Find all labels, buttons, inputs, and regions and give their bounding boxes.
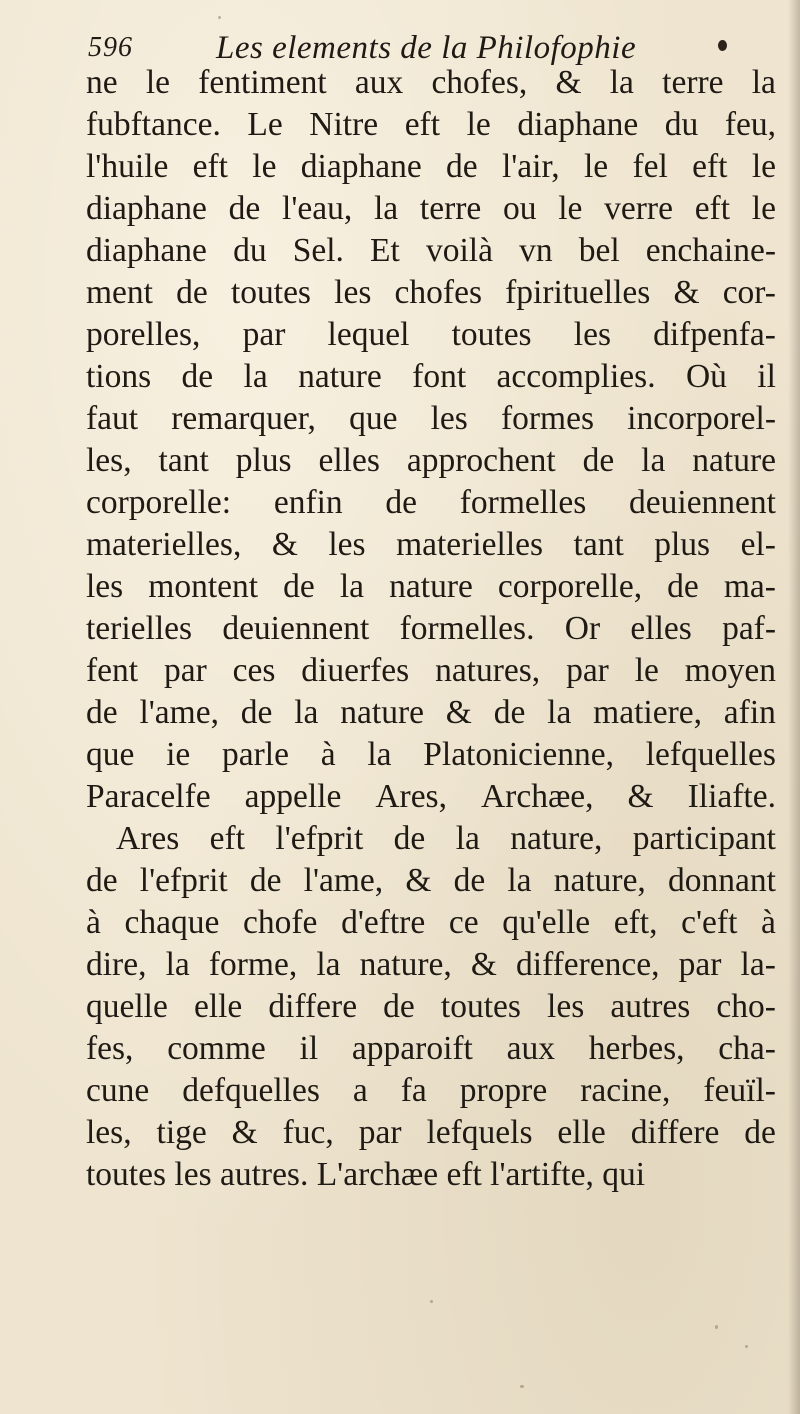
word: lefquels bbox=[426, 1114, 533, 1151]
paper-speck bbox=[745, 1345, 748, 1348]
word: le bbox=[558, 190, 583, 227]
word: le bbox=[751, 148, 776, 185]
word: eft bbox=[209, 820, 245, 857]
word: l'efprit bbox=[139, 862, 228, 899]
word: la- bbox=[740, 946, 776, 983]
word: du bbox=[233, 232, 267, 269]
word: verre bbox=[604, 190, 673, 227]
word: apparoift bbox=[351, 1030, 473, 1067]
word: racine, bbox=[580, 1072, 671, 1109]
word: remarquer, bbox=[171, 400, 316, 437]
text-line bbox=[86, 230, 776, 272]
text-line bbox=[86, 482, 776, 524]
text-line bbox=[86, 650, 776, 692]
word: fentiment bbox=[198, 64, 327, 101]
word: afin bbox=[723, 694, 776, 731]
word: cor- bbox=[722, 274, 776, 311]
word: le bbox=[751, 190, 776, 227]
text-line bbox=[86, 356, 776, 398]
word: formelles. bbox=[399, 610, 535, 647]
word: Archæe, bbox=[480, 778, 594, 815]
text-line bbox=[86, 902, 776, 944]
page-number: 596 bbox=[88, 32, 133, 63]
word: par bbox=[566, 652, 609, 689]
word: les bbox=[86, 568, 124, 605]
word: les bbox=[334, 274, 372, 311]
word: plus bbox=[654, 526, 711, 563]
word: corporelle: bbox=[86, 484, 232, 521]
word: & bbox=[673, 274, 700, 311]
word: terre bbox=[419, 190, 482, 227]
word: ces bbox=[232, 652, 276, 689]
word: les bbox=[328, 526, 366, 563]
word: vn bbox=[519, 232, 553, 269]
word: aux bbox=[354, 64, 404, 101]
word: le bbox=[145, 64, 171, 101]
word: de bbox=[493, 694, 526, 731]
word: donnant bbox=[667, 862, 776, 899]
word: la bbox=[339, 568, 365, 605]
word: d'eftre bbox=[341, 904, 426, 941]
word: les bbox=[430, 400, 468, 437]
word: de bbox=[283, 568, 315, 605]
word: chofes bbox=[394, 274, 482, 311]
word: differe bbox=[268, 988, 358, 1025]
paper-speck bbox=[520, 1385, 524, 1388]
word: à bbox=[86, 904, 101, 941]
text-line bbox=[86, 860, 776, 902]
word: qu'elle bbox=[502, 904, 591, 941]
word: la bbox=[243, 358, 268, 395]
word: l'efprit bbox=[275, 820, 364, 857]
word: par bbox=[242, 316, 286, 353]
word: tions bbox=[86, 358, 152, 395]
word: porelles, bbox=[86, 316, 201, 353]
word: formes bbox=[500, 400, 595, 437]
word: la bbox=[367, 736, 392, 773]
paper-speck bbox=[218, 16, 221, 19]
word: la bbox=[294, 694, 319, 731]
word: à bbox=[761, 904, 776, 941]
word: eft bbox=[694, 190, 731, 227]
word: Sel. bbox=[292, 232, 344, 269]
word: l'ame, bbox=[303, 862, 384, 899]
word: de bbox=[228, 190, 261, 227]
word: feu, bbox=[724, 106, 776, 143]
word: diaphane bbox=[300, 148, 422, 185]
word: de bbox=[86, 694, 118, 731]
word: la bbox=[609, 64, 634, 101]
text-line bbox=[86, 608, 776, 650]
word: fubftance. bbox=[86, 106, 221, 143]
word: defquelles bbox=[182, 1072, 320, 1109]
word: il bbox=[757, 358, 776, 395]
word: incorporel- bbox=[627, 400, 776, 437]
word: la bbox=[455, 820, 480, 857]
word: les, bbox=[86, 442, 132, 479]
text-line bbox=[86, 734, 776, 776]
word: diaphane bbox=[517, 106, 639, 143]
word: de bbox=[249, 862, 282, 899]
word: & bbox=[627, 778, 654, 815]
word: enfin bbox=[273, 484, 343, 521]
word: herbes, bbox=[588, 1030, 685, 1067]
word: de bbox=[446, 148, 478, 185]
word: à bbox=[320, 736, 336, 773]
text-line bbox=[86, 62, 776, 104]
word: cho- bbox=[716, 988, 776, 1025]
word: voilà bbox=[425, 232, 493, 269]
word: elle bbox=[557, 1114, 606, 1151]
word: eft, bbox=[613, 904, 658, 941]
text-line bbox=[86, 1070, 776, 1112]
text-line bbox=[86, 440, 776, 482]
word: corporelle, bbox=[497, 568, 643, 605]
word: Iliafte. bbox=[687, 778, 776, 815]
page-edge-shadow bbox=[788, 0, 800, 1414]
text-line bbox=[86, 1028, 776, 1070]
word: Et bbox=[370, 232, 400, 269]
word: autres bbox=[610, 988, 691, 1025]
word: le bbox=[634, 652, 659, 689]
word: de bbox=[744, 1114, 776, 1151]
word: eft bbox=[192, 148, 228, 185]
word: materielles, bbox=[86, 526, 242, 563]
word: le bbox=[466, 106, 491, 143]
word: Or bbox=[564, 610, 601, 647]
word: montent bbox=[148, 568, 259, 605]
word: du bbox=[664, 106, 699, 143]
word: nature bbox=[389, 568, 473, 605]
word: de bbox=[383, 988, 415, 1025]
word: ou bbox=[502, 190, 537, 227]
word: nature, bbox=[510, 820, 603, 857]
word: & bbox=[445, 694, 472, 731]
word: nature bbox=[692, 442, 776, 479]
word: aux bbox=[506, 1030, 555, 1067]
word: & bbox=[271, 526, 298, 563]
word: cune bbox=[86, 1072, 150, 1109]
ink-spot bbox=[718, 40, 727, 51]
word: tant bbox=[573, 526, 624, 563]
word: Où bbox=[685, 358, 727, 395]
text-line bbox=[86, 272, 776, 314]
text-line bbox=[86, 146, 776, 188]
word: eft bbox=[692, 148, 728, 185]
word: Ares bbox=[116, 820, 180, 857]
word: ment bbox=[86, 274, 153, 311]
word: chofes, bbox=[431, 64, 528, 101]
word: terre bbox=[662, 64, 724, 101]
word: diaphane bbox=[86, 232, 207, 269]
word: le bbox=[252, 148, 277, 185]
word: & bbox=[405, 862, 432, 899]
word: les bbox=[573, 316, 611, 353]
word: toutes bbox=[440, 988, 521, 1025]
word: bel bbox=[578, 232, 620, 269]
word: difpenfa- bbox=[653, 316, 776, 353]
text-line bbox=[86, 776, 776, 818]
word: de bbox=[453, 862, 486, 899]
word: appelle bbox=[244, 778, 342, 815]
word: difference, bbox=[516, 946, 660, 983]
word: approchent bbox=[406, 442, 556, 479]
word: la bbox=[547, 694, 572, 731]
word: deuiennent bbox=[629, 484, 776, 521]
word: terielles bbox=[86, 610, 193, 647]
text-line bbox=[86, 398, 776, 440]
word: ne bbox=[86, 64, 118, 101]
word: que bbox=[349, 400, 398, 437]
word: de bbox=[393, 820, 426, 857]
word: par bbox=[678, 946, 722, 983]
word: la bbox=[316, 946, 341, 983]
word: toutes bbox=[230, 274, 311, 311]
word: tige bbox=[156, 1114, 207, 1151]
word: ie bbox=[166, 736, 191, 773]
word: comme bbox=[167, 1030, 266, 1067]
word: chaque bbox=[124, 904, 220, 941]
running-title: Les elements de la Philofophie bbox=[216, 30, 637, 66]
word: le bbox=[584, 148, 609, 185]
paper-speck bbox=[715, 1325, 718, 1329]
word: elle bbox=[193, 988, 243, 1025]
text-line bbox=[86, 314, 776, 356]
word: de bbox=[385, 484, 418, 521]
paper-speck bbox=[430, 1300, 433, 1303]
word: formelles bbox=[459, 484, 587, 521]
word: par bbox=[163, 652, 207, 689]
word: fa bbox=[400, 1072, 427, 1109]
text-line bbox=[86, 944, 776, 986]
word: ma- bbox=[723, 568, 776, 605]
word: propre bbox=[459, 1072, 548, 1109]
word: l'eau, bbox=[282, 190, 353, 227]
word: la bbox=[507, 862, 532, 899]
word: elles bbox=[318, 442, 380, 479]
word: lequel bbox=[327, 316, 410, 353]
word: toutes bbox=[451, 316, 532, 353]
word: differe bbox=[630, 1114, 720, 1151]
text-line bbox=[86, 1112, 776, 1154]
word: dire, bbox=[86, 946, 147, 983]
word: cha- bbox=[718, 1030, 776, 1067]
word: tant bbox=[158, 442, 209, 479]
word: Paracelfe bbox=[86, 778, 211, 815]
word: l'huile bbox=[86, 148, 169, 185]
word: fent bbox=[86, 652, 139, 689]
word: chofe bbox=[243, 904, 318, 941]
word: nature, bbox=[359, 946, 452, 983]
text-line: toutes les autres. L'archæe eft l'artifte, qui bbox=[86, 1156, 646, 1193]
word: faut bbox=[86, 400, 139, 437]
word: deuiennent bbox=[222, 610, 370, 647]
word: fpirituelles bbox=[505, 274, 651, 311]
word: diuerfes bbox=[301, 652, 410, 689]
word: l'air, bbox=[501, 148, 560, 185]
word: natures, bbox=[435, 652, 541, 689]
word: participant bbox=[632, 820, 776, 857]
word: parle bbox=[222, 736, 289, 773]
word: la bbox=[373, 190, 399, 227]
word: diaphane bbox=[86, 190, 207, 227]
word: matiere, bbox=[593, 694, 702, 731]
text-line bbox=[86, 524, 776, 566]
word: plus bbox=[235, 442, 292, 479]
text-line bbox=[86, 818, 776, 860]
word: que bbox=[86, 736, 135, 773]
word: de bbox=[86, 862, 118, 899]
word: Ares, bbox=[375, 778, 447, 815]
word: c'eft bbox=[681, 904, 738, 941]
word: nature bbox=[340, 694, 424, 731]
word: accomplies. bbox=[496, 358, 656, 395]
body-text bbox=[86, 62, 776, 1196]
word: elles bbox=[630, 610, 692, 647]
word: moyen bbox=[684, 652, 776, 689]
word: par bbox=[358, 1114, 402, 1151]
word: a bbox=[352, 1072, 368, 1109]
word: ce bbox=[448, 904, 479, 941]
word: nature, bbox=[553, 862, 646, 899]
word: les, bbox=[86, 1114, 132, 1151]
word: el- bbox=[740, 526, 776, 563]
word: feuïl- bbox=[703, 1072, 776, 1109]
word: de bbox=[667, 568, 699, 605]
word: Nitre bbox=[309, 106, 379, 143]
word: enchaine- bbox=[645, 232, 776, 269]
word: forme, bbox=[208, 946, 298, 983]
word: la bbox=[751, 64, 776, 101]
word: eft bbox=[404, 106, 441, 143]
text-line bbox=[86, 692, 776, 734]
word: de bbox=[176, 274, 208, 311]
word: la bbox=[165, 946, 190, 983]
word: quelle bbox=[86, 988, 168, 1025]
word: fel bbox=[632, 148, 668, 185]
word: la bbox=[641, 442, 666, 479]
word: & bbox=[555, 64, 582, 101]
word: font bbox=[412, 358, 467, 395]
text-line bbox=[86, 566, 776, 608]
word: lefquelles bbox=[645, 736, 776, 773]
word: materielles bbox=[396, 526, 544, 563]
word: nature bbox=[298, 358, 382, 395]
text-line bbox=[86, 986, 776, 1028]
text-line bbox=[86, 188, 776, 230]
word: fuc, bbox=[282, 1114, 334, 1151]
word: Platonicienne, bbox=[423, 736, 614, 773]
text-line bbox=[86, 104, 776, 146]
word: de bbox=[582, 442, 615, 479]
word: & bbox=[231, 1114, 258, 1151]
word: il bbox=[299, 1030, 319, 1067]
word: l'ame, bbox=[139, 694, 219, 731]
word: de bbox=[181, 358, 214, 395]
word: les bbox=[547, 988, 585, 1025]
word: de bbox=[240, 694, 273, 731]
word: & bbox=[470, 946, 497, 983]
word: paf- bbox=[722, 610, 776, 647]
word: Le bbox=[247, 106, 283, 143]
word: fes, bbox=[86, 1030, 134, 1067]
